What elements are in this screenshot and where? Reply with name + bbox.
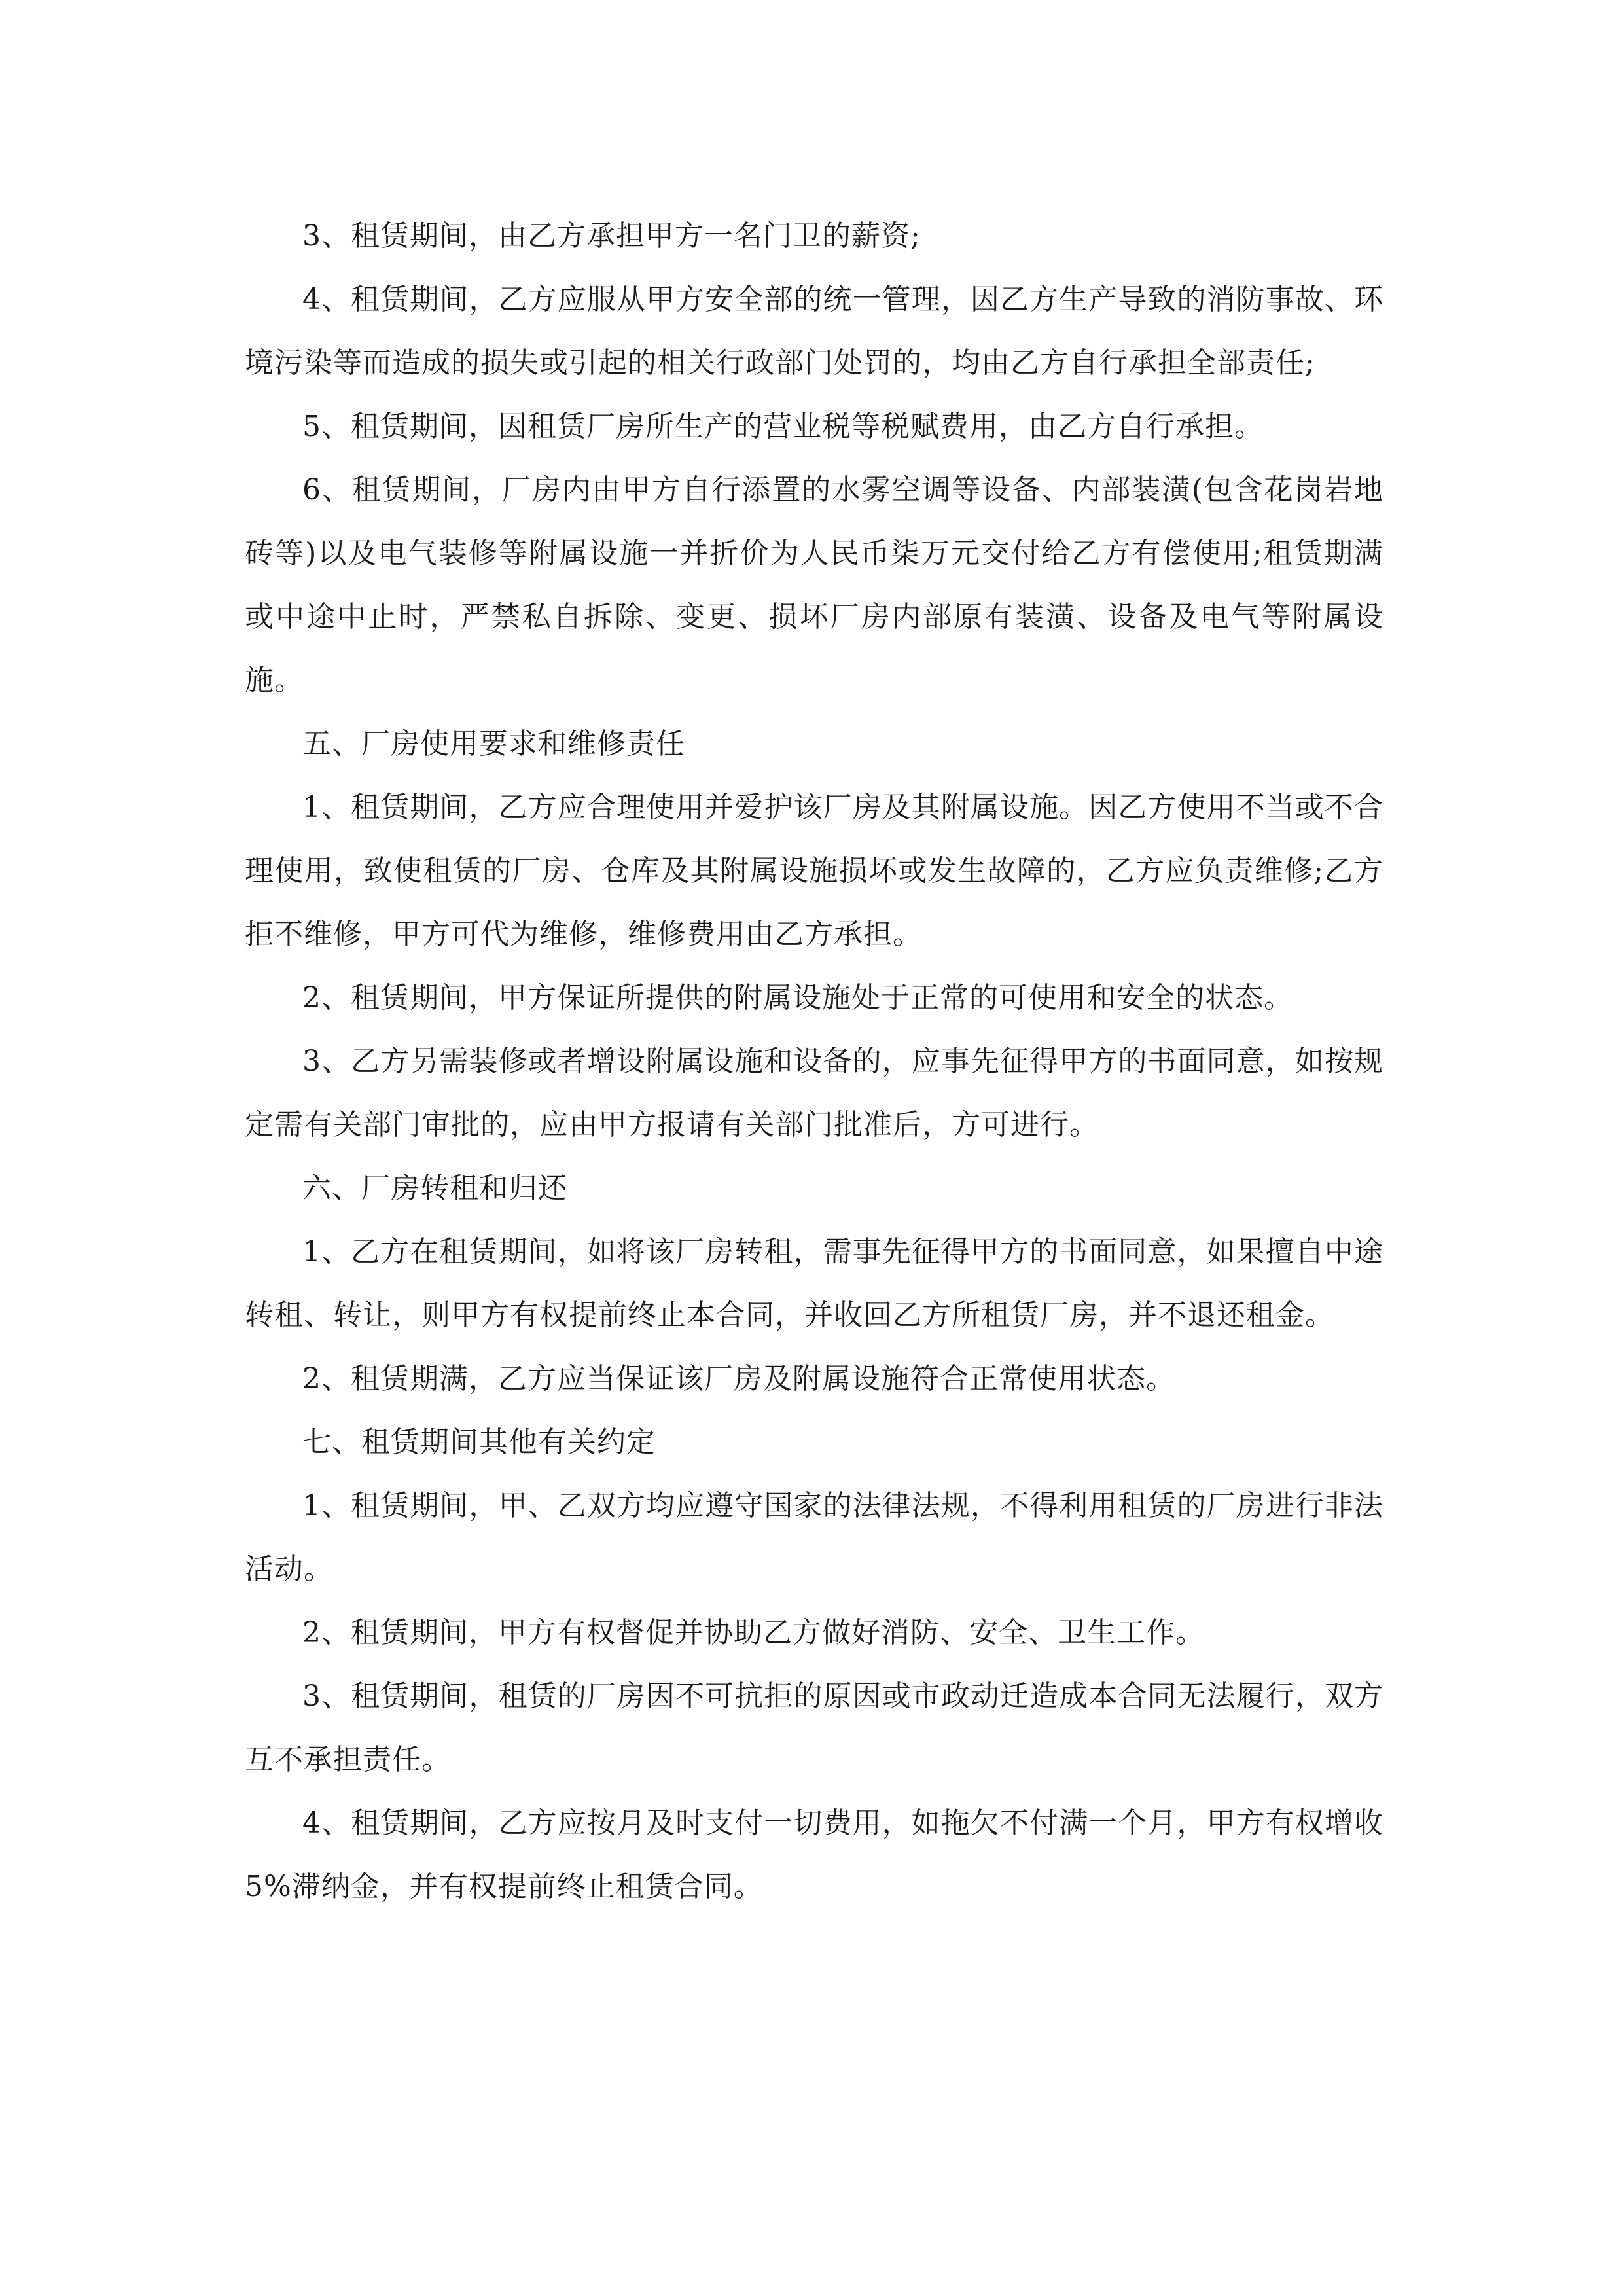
document-body — [245, 204, 1383, 1918]
section-heading-5: 五、厂房使用要求和维修责任 — [302, 727, 685, 761]
section-5-clause-3: 3、乙方另需装修或者增设附属设施和设备的，应事先征得甲方的书面同意，如按规定需有关部门审批的，应由甲方报请有关部门批准后，方可进行。 — [245, 1045, 1383, 1141]
section-6-clause-1: 1、乙方在租赁期间，如将该厂房转租，需事先征得甲方的书面同意，如果擅自中途转租、转让，则甲方有权提前终止本合同，并收回乙方所租赁厂房，并不退还租金。 — [245, 1235, 1383, 1332]
section-7-clause-2: 2、租赁期间，甲方有权督促并协助乙方做好消防、安全、卫生工作。 — [302, 1616, 1205, 1649]
section-heading-7: 七、租赁期间其他有关约定 — [302, 1426, 656, 1459]
section-5-clause-1: 1、租赁期间，乙方应合理使用并爱护该厂房及其附属设施。因乙方使用不当或不合理使用，致使租赁的厂房、仓库及其附属设施损坏或发生故障的，乙方应负责维修;乙方拒不维修，甲方可代为维修，维修费用由乙方承担。 — [245, 791, 1383, 951]
section-7-clause-3: 3、租赁期间，租赁的厂房因不可抗拒的原因或市政动迁造成本合同无法履行，双方互不承担责任。 — [245, 1679, 1383, 1776]
clause-6-facilities: 6、租赁期间，厂房内由甲方自行添置的水雾空调等设备、内部装潢(包含花岗岩地砖等)以及电气装修等附属设施一并折价为人民币柒万元交付给乙方有偿使用;租赁期满或中途中止时，严禁私自拆除、变更、损坏厂房内部原有装潢、设备及电气等附属设施。 — [245, 473, 1383, 697]
clause-5-taxes: 5、租赁期间，因租赁厂房所生产的营业税等税赋费用，由乙方自行承担。 — [302, 410, 1264, 443]
section-heading-6: 六、厂房转租和归还 — [302, 1172, 567, 1205]
clause-4-safety-management: 4、租赁期间，乙方应服从甲方安全部的统一管理，因乙方生产导致的消防事故、环境污染等而造成的损失或引起的相关行政部门处罚的，均由乙方自行承担全部责任; — [245, 283, 1383, 380]
section-7-clause-4: 4、租赁期间，乙方应按月及时支付一切费用，如拖欠不付满一个月，甲方有权增收5%滞纳金，并有权提前终止租赁合同。 — [245, 1806, 1383, 1903]
section-6-clause-2: 2、租赁期满，乙方应当保证该厂房及附属设施符合正常使用状态。 — [302, 1362, 1175, 1395]
section-5-clause-2: 2、租赁期间，甲方保证所提供的附属设施处于正常的可使用和安全的状态。 — [302, 981, 1293, 1014]
clause-3-guard-salary: 3、租赁期间，由乙方承担甲方一名门卫的薪资; — [302, 219, 921, 253]
section-7-clause-1: 1、租赁期间，甲、乙双方均应遵守国家的法律法规，不得利用租赁的厂房进行非法活动。 — [245, 1489, 1383, 1586]
